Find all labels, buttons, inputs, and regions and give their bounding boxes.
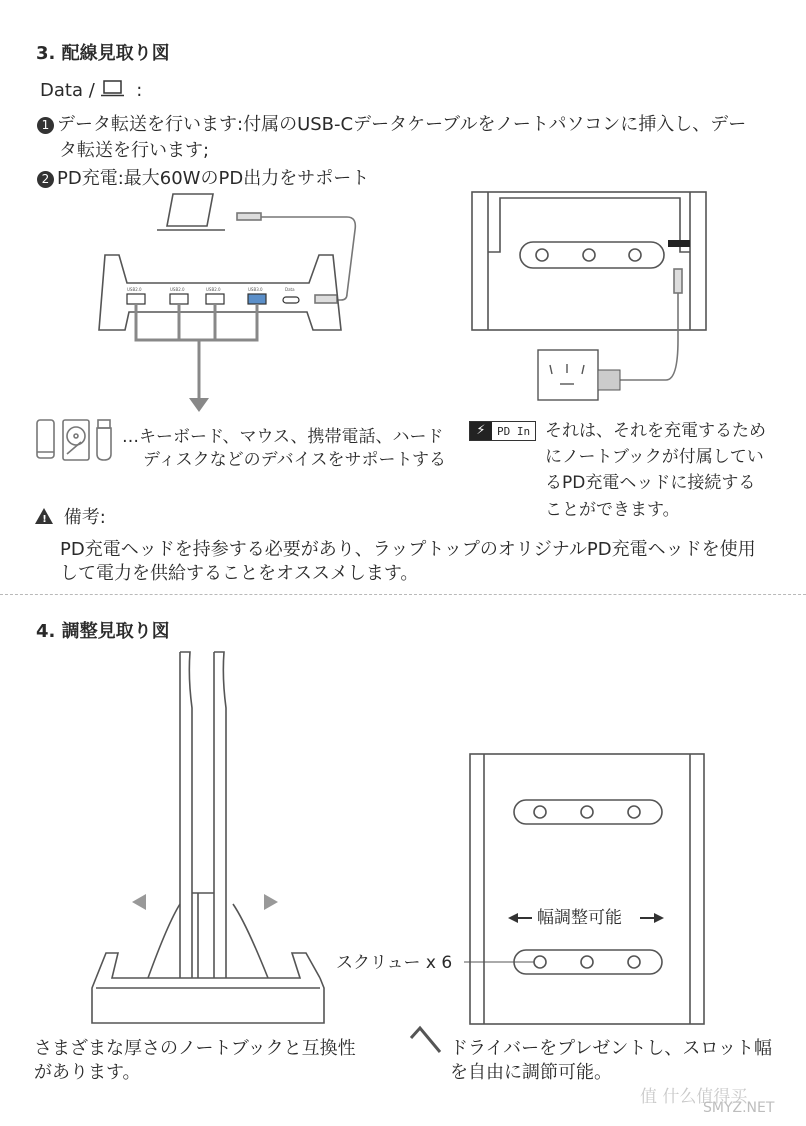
right-caption-line1: ドライバーをプレゼントし、スロット幅 bbox=[450, 1038, 773, 1059]
devices-text-line2: ディスクなどのデバイスをサポートする bbox=[143, 450, 446, 470]
note-line2: して電力を供給することをオススメします。 bbox=[60, 563, 419, 584]
device-icons bbox=[35, 418, 125, 464]
laptop-illustration bbox=[157, 194, 225, 230]
left-caption-line1: さまざまな厚さのノートブックと互換性 bbox=[34, 1038, 356, 1059]
port-label: USB3.0 bbox=[248, 287, 263, 292]
pd-in-label: PD In bbox=[497, 424, 531, 438]
width-adjust-label: 幅調整可能 bbox=[537, 908, 622, 928]
hex-key-icon bbox=[408, 1024, 442, 1056]
down-arrow-icon bbox=[189, 398, 209, 412]
warning-icon bbox=[34, 507, 54, 525]
section4-title: 4. 調整見取り図 bbox=[36, 621, 170, 642]
step1-number: 1 bbox=[37, 117, 54, 134]
devices-text-line1: …キーボード、マウス、携帯電話、ハード bbox=[122, 427, 444, 447]
pd-text-line4: ことができます。 bbox=[545, 500, 680, 520]
port-label: USB2.0 bbox=[127, 287, 142, 292]
svg-text:!: ! bbox=[42, 514, 47, 525]
left-caption-line2: があります。 bbox=[34, 1062, 141, 1083]
port-label: Data bbox=[285, 287, 295, 292]
port-label: USB2.0 bbox=[170, 287, 185, 292]
hub-wiring-diagram bbox=[95, 190, 365, 420]
watermark-line1: 值 什么值得买 bbox=[640, 1087, 748, 1107]
section3-title: 3. 配線見取り図 bbox=[36, 43, 170, 64]
back-view-diagram bbox=[470, 190, 710, 390]
step1-line2: タ転送を行います; bbox=[59, 140, 210, 161]
note-title: 備考: bbox=[63, 507, 106, 528]
data-colon: : bbox=[136, 80, 143, 101]
port-branch-lines bbox=[136, 304, 257, 400]
adjust-right-arrow-icon bbox=[654, 913, 664, 923]
step2 bbox=[37, 166, 369, 191]
right-caption-line2: を自由に調節可能。 bbox=[450, 1062, 612, 1083]
pd-cable bbox=[620, 269, 682, 380]
step2-text: PD充電:最大60WのPD出力をサポート bbox=[57, 168, 370, 189]
screw-label: スクリュー x 6 bbox=[336, 953, 453, 973]
laptop-icon bbox=[101, 80, 125, 98]
data-label-row bbox=[40, 78, 142, 103]
pd-text-line3: るPD充電ヘッドに接続する bbox=[545, 473, 756, 493]
right-arrow-icon bbox=[264, 894, 278, 910]
port-label: USB2.0 bbox=[206, 287, 221, 292]
usb-ports bbox=[127, 294, 299, 304]
adjust-left-arrow-icon bbox=[508, 913, 518, 923]
data-label: Data / bbox=[40, 80, 95, 101]
stand-side-view-diagram bbox=[88, 648, 328, 1028]
left-arrow-icon bbox=[132, 894, 146, 910]
pd-in-badge bbox=[469, 419, 536, 441]
usb-stick-icon bbox=[97, 420, 111, 460]
back-adjust-diagram bbox=[468, 752, 708, 1027]
section-divider bbox=[0, 594, 806, 595]
pd-text-line2: にノートブックが付属してい bbox=[545, 447, 764, 467]
pd-text-line1: それは、それを充電するため bbox=[545, 421, 766, 441]
hard-disk-icon bbox=[63, 420, 89, 460]
port-labels bbox=[127, 287, 295, 292]
note-line1: PD充電ヘッドを持参する必要があり、ラップトップのオリジナルPD充電ヘッドを使用 bbox=[60, 539, 756, 560]
lightning-icon: ⚡ bbox=[470, 422, 492, 440]
power-outlet bbox=[538, 350, 598, 400]
step1 bbox=[37, 112, 746, 137]
watermark-line2: SMYZ.NET bbox=[703, 1100, 775, 1116]
note-heading bbox=[34, 505, 106, 530]
phone-icon bbox=[37, 420, 54, 458]
step2-number: 2 bbox=[37, 171, 54, 188]
step1-line1: データ転送を行います:付属のUSB-Cデータケーブルをノートパソコンに挿入し、デー bbox=[57, 114, 747, 135]
